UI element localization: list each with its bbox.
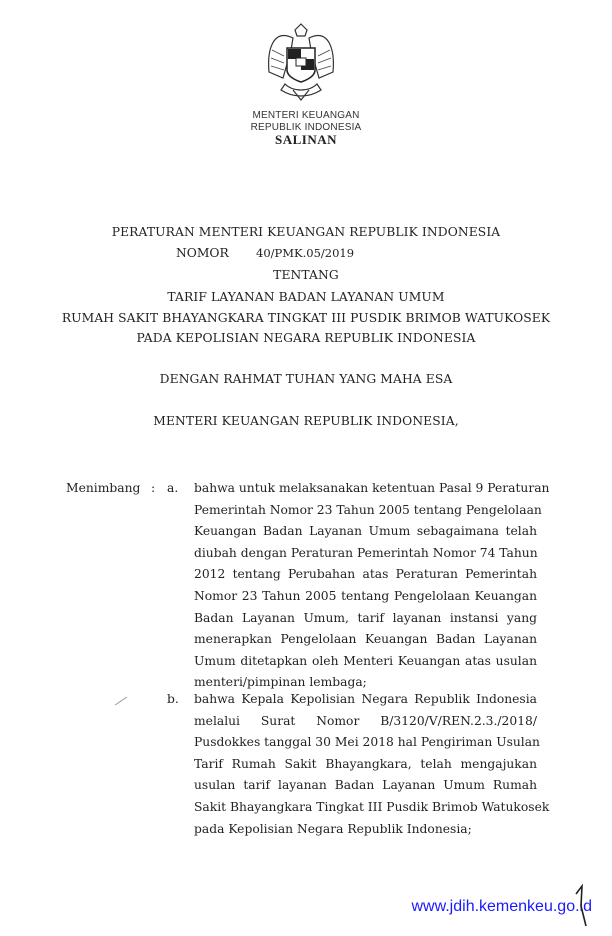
subject-line-3: PADA KEPOLISIAN NEGARA REPUBLIK INDONESIA — [136, 331, 476, 345]
paragraph-line: Nomor 23 Tahun 2005 tentang Pengelolaan Keuangan — [194, 589, 537, 603]
paragraph-line: bahwa untuk melaksanakan ketentuan Pasal 9 Peraturan — [194, 481, 550, 495]
letterhead-ministry: MENTERI KEUANGAN — [252, 110, 360, 121]
menimbang-colon: : — [151, 481, 156, 495]
paragraph-line: 2012 tentang Perubahan atas Peraturan Pemerintah — [194, 567, 537, 582]
paragraph-line: usulan tarif layanan Badan Layanan Umum Rumah — [194, 778, 537, 793]
salinan-stamp: SALINAN — [274, 132, 337, 147]
paragraph-line: bahwa Kepala Kepolisian Negara Republik Indonesia — [194, 692, 537, 706]
paragraph-line: Sakit Bhayangkara Tingkat III Pusdik Brimob Watukosek — [194, 800, 550, 814]
subject-line-2: RUMAH SAKIT BHAYANGKARA TINGKAT III PUSDIK BRIMOB WATUKOSEK — [61, 311, 551, 325]
pen-mark-icon — [114, 696, 128, 706]
jdih-website-link[interactable]: www.jdih.kemenkeu.go.id — [411, 898, 592, 915]
menimbang-label: Menimbang — [66, 481, 141, 495]
issuer: MENTERI KEUANGAN REPUBLIK INDONESIA, — [153, 414, 459, 428]
item-marker: a. — [167, 481, 179, 495]
regulation-title: PERATURAN MENTERI KEUANGAN REPUBLIK INDONESIA — [111, 225, 501, 239]
handwritten-page-number — [572, 884, 592, 930]
paragraph-line: Umum ditetapkan oleh Menteri Keuangan atas usulan — [194, 653, 537, 668]
garuda-emblem-icon — [263, 20, 339, 108]
item-marker: b. — [167, 692, 179, 706]
paragraph-line: menteri/pimpinan lembaga; — [194, 675, 367, 690]
letterhead-republic: REPUBLIK INDONESIA — [250, 122, 362, 133]
paragraph-line: pada Kepolisian Negara Republik Indonesia; — [194, 821, 472, 836]
paragraph-line: Keuangan Badan Layanan Umum sebagaimana telah — [194, 524, 537, 539]
paragraph-line: Badan Layanan Umum, tarif layanan instansi yang — [194, 610, 537, 625]
subject-line-1: TARIF LAYANAN BADAN LAYANAN UMUM — [167, 290, 445, 304]
paragraph-line: diubah dengan Peraturan Pemerintah Nomor 74 Tahun — [194, 545, 538, 560]
tentang-heading: TENTANG — [273, 268, 339, 282]
paragraph-line: menerapkan Pengelolaan Keuangan Badan Layanan — [194, 632, 537, 647]
nomor-label: NOMOR — [176, 246, 229, 260]
nomor-value: 40/PMK.05/2019 — [256, 246, 355, 260]
paragraph-line: melalui Surat Nomor B/3120/V/REN.2.3./2018/ — [194, 713, 537, 728]
invocation: DENGAN RAHMAT TUHAN YANG MAHA ESA — [159, 372, 453, 386]
paragraph-line: Pemerintah Nomor 23 Tahun 2005 tentang Pengelolaan — [194, 502, 542, 517]
paragraph-line: Tarif Rumah Sakit Bhayangkara, telah mengajukan — [194, 756, 537, 771]
paragraph-line: Pusdokkes tanggal 30 Mei 2018 hal Pengiriman Usulan — [194, 735, 540, 750]
